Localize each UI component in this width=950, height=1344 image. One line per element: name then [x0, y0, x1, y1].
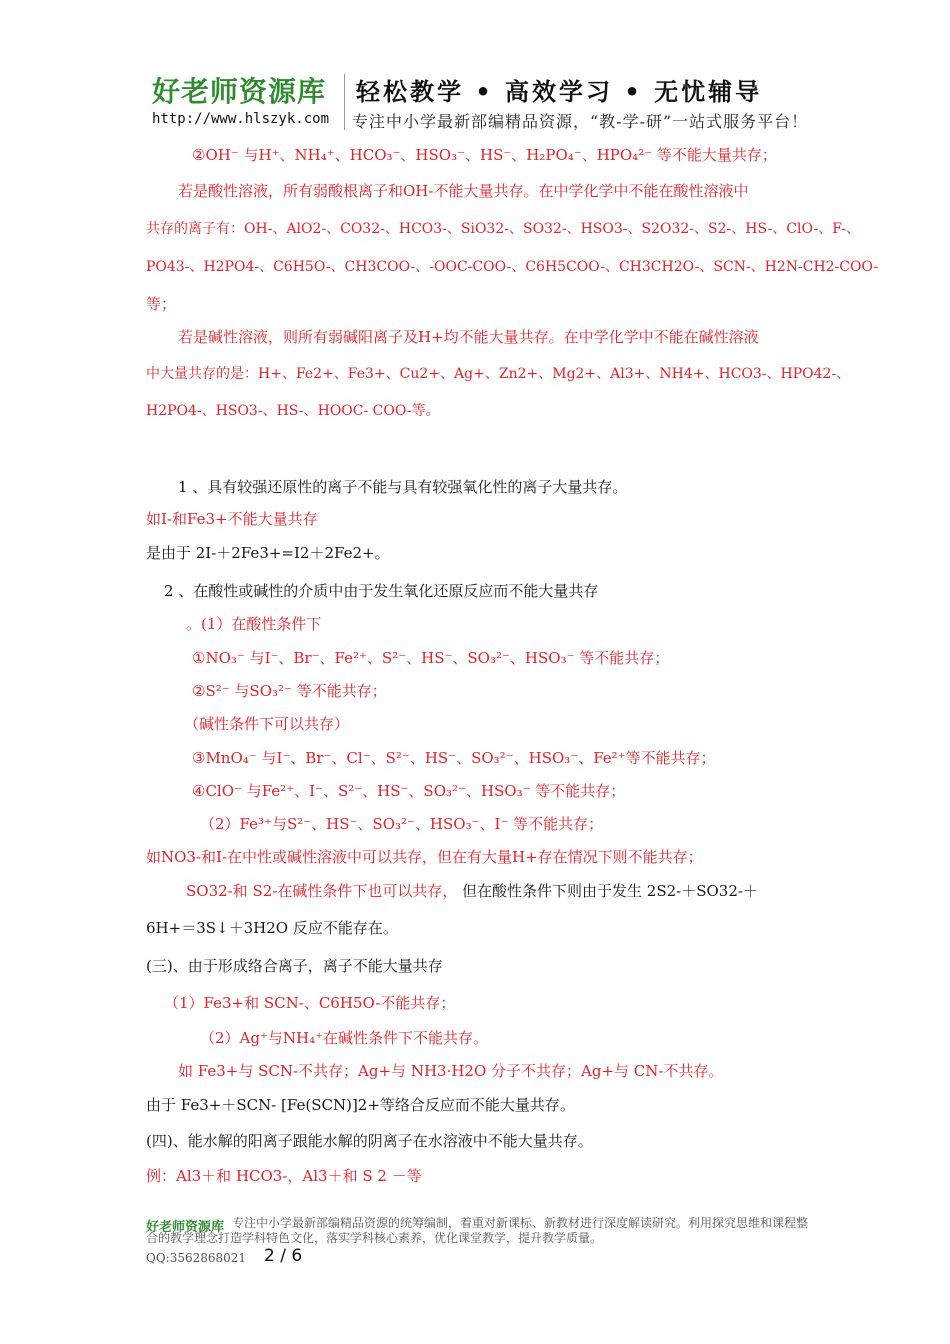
text-line: 2 、在酸性或碱性的介质中由于发生氧化还原反应而不能大量共存 [164, 582, 599, 600]
text-line: 若是酸性溶液，所有弱酸根离子和OH-不能大量共存。在中学化学中不能在酸性溶液中 [178, 182, 749, 200]
header-brand-logo: 好老师资源库 [152, 75, 327, 108]
footer-brand: 好老师资源库 [146, 1220, 225, 1235]
section-heading: (三)、由于形成络合离子，离子不能大量共存 [146, 957, 443, 975]
text-line: （碱性条件下可以共存） [184, 715, 350, 733]
page-number: 2 / 6 [264, 1246, 303, 1266]
text-line: 1 、具有较强还原性的离子不能与具有较强氧化性的离子大量共存。 [178, 478, 628, 496]
text-line: 如 Fe3+与 SCN-不共存；Ag+与 NH3·H2O 分子不共存；Ag+与 CN-不共存。 [178, 1062, 724, 1080]
header-divider [344, 74, 345, 130]
text-line: 中大量共存的是：H+、Fe2+、Fe3+、Cu2+、Ag+、Zn2+、Mg2+、Al3+、NH4+、HCO3-、HPO42-、 [146, 366, 851, 382]
text-line: 如NO3-和I-在中性或碱性溶液中可以共存，但在有大量H+存在情况下则不能共存； [146, 848, 703, 866]
text-line: SO32-和 S2-在碱性条件下也可以共存， [186, 882, 458, 900]
text-line: （1）Fe3+和 SCN-、C6H5O-不能共存； [164, 994, 456, 1012]
text-line: 是由于 2I-＋2Fe3+=I2＋2Fe2+。 [146, 544, 390, 562]
text-line: PO43-、H2PO4-、C6H5O-、CH3COO-、-OOC-COO-、C6H5COO-、CH3CH2O-、SCN-、H2N-CH2-COO- [146, 259, 879, 275]
footer-qq: QQ:3562868021 [146, 1251, 247, 1265]
text-line: ②S²⁻ 与SO₃²⁻ 等不能共存； [192, 682, 387, 700]
header-tagline: 专注中小学最新部编精品资源，“教-学-研”一站式服务平台！ [352, 112, 809, 131]
text-line: ③MnO₄⁻ 与I⁻、Br⁻、Cl⁻、S²⁻、HS⁻、SO₃²⁻、HSO₃⁻、Fe²⁺等不能共存； [192, 749, 716, 767]
text-line: ②OH⁻ 与H⁺、NH₄⁺、HCO₃⁻、HSO₃⁻、HS⁻、H₂PO₄⁻、HPO₄²⁻ 等不能大量共存； [192, 146, 777, 164]
text-line: 6H+＝3S↓＋3H2O 反应不能存在。 [146, 919, 398, 937]
text-line: H2PO4-、HSO3-、HS-、HOOC- COO-等。 [146, 403, 440, 419]
text-line: 但在酸性条件下则由于发生 2S2-＋SO32-＋ [462, 882, 758, 900]
section-heading: (四)、能水解的阳离子跟能水解的阴离子在水溶液中不能大量共存。 [146, 1132, 593, 1150]
text-line: 由于 Fe3+＋SCN- [Fe(SCN)]2+等络合反应而不能大量共存。 [146, 1096, 575, 1114]
text-line: （2）Ag⁺与NH₄⁺在碱性条件下不能共存。 [200, 1029, 489, 1047]
text-line: ①NO₃⁻ 与I⁻、Br⁻、Fe²⁺、S²⁻、HS⁻、SO₃²⁻、HSO₃⁻ 等不能共存； [192, 649, 670, 667]
text-line: 等； [146, 295, 177, 313]
text-line: 若是碱性溶液，则所有弱碱阳离子及H+均不能大量共存。在中学化学中不能在碱性溶液 [178, 328, 759, 346]
text-line: 如I-和Fe3+不能大量共存 [146, 510, 318, 528]
text-line: （2）Fe³⁺与S²⁻、HS⁻、SO₃²⁻、HSO₃⁻、I⁻ 等不能共存； [200, 815, 604, 833]
footer-description: 专注中小学最新部编精品资源的统筹编制，着重对新课标、新教材进行深度解读研究。利用探究思维和课程整合的教学理念打造学科特色文化，落实学科核心素养，优化课堂教学，提升教学质量。 [146, 1216, 809, 1245]
text-line: 例：Al3＋和 HCO3-，Al3＋和 S 2 －等 [146, 1167, 422, 1185]
text-line: ④ClO⁻ 与Fe²⁺、I⁻、S²⁻、HS⁻、SO₃²⁻、HSO₃⁻ 等不能共存； [192, 782, 626, 800]
header-slogan: 轻松教学 • 高效学习 • 无忧辅导 [356, 78, 763, 106]
text-line: 。(1）在酸性条件下 [186, 615, 322, 633]
text-line: 共存的离子有：OH-、AlO2-、CO32-、HCO3-、SiO32-、SO32-、HSO3-、S2O32-、S2-、HS-、ClO-、F-、 [146, 221, 861, 237]
header-url-link[interactable]: http://www.hlszyk.com [152, 111, 330, 127]
